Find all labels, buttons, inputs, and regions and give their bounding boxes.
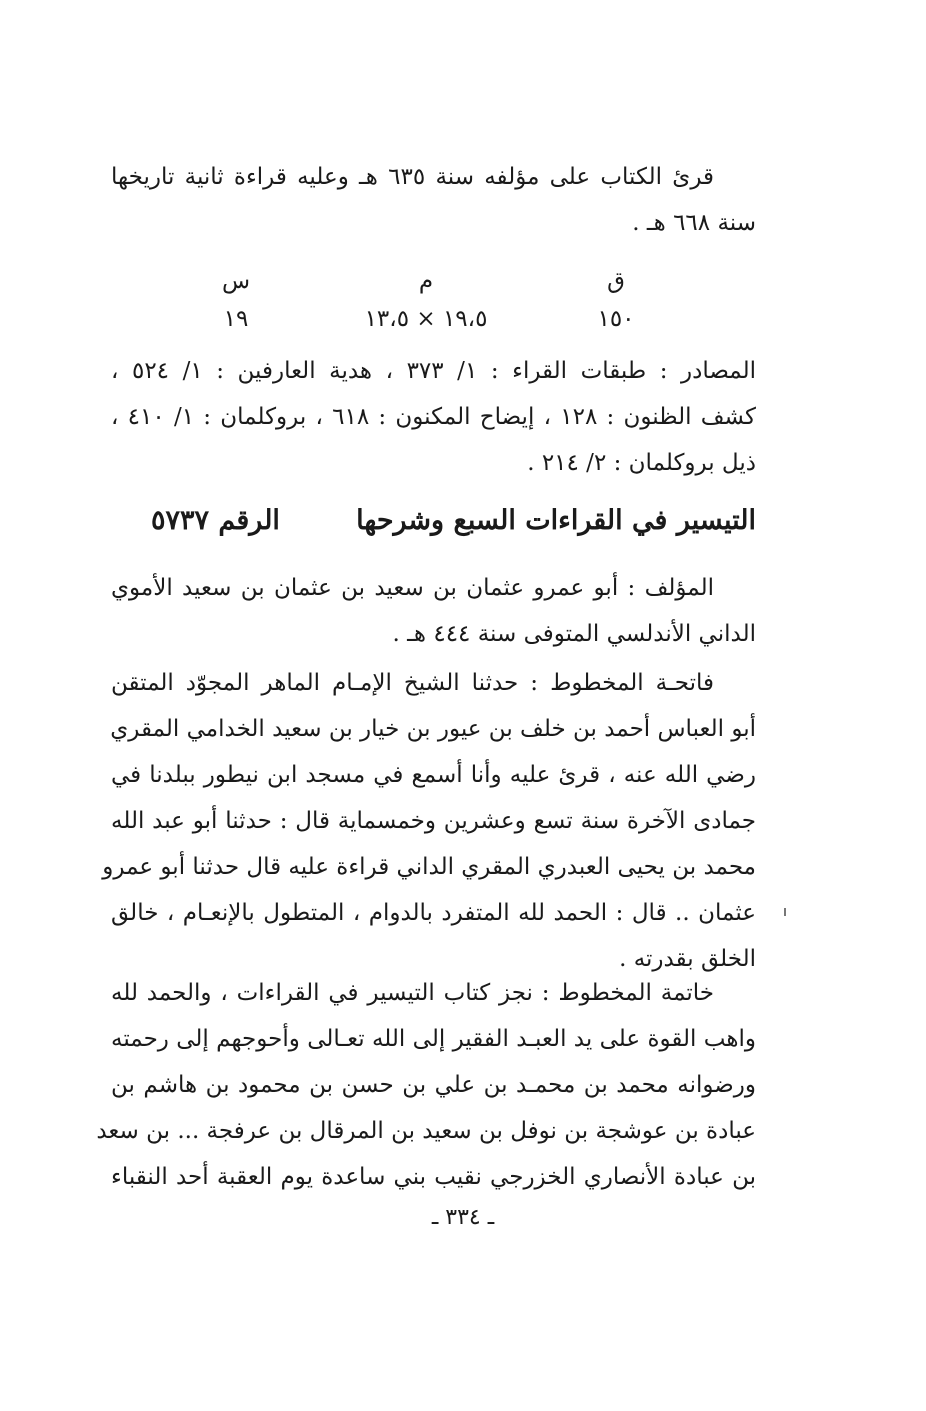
- sources-line: ذيل بروكلمان : ٢/ ٢١٤ .: [527, 450, 756, 476]
- author-paragraph: [111, 565, 756, 657]
- opening-line: أبو العباس أحمد بن خلف بن عيور بن خيار بن سعيد الخدامي المقري: [110, 716, 756, 742]
- entry-number: الرقم ٥٧٣٧: [151, 505, 280, 536]
- measurement-value-s: ١٩: [223, 306, 249, 332]
- closing-line: خاتمة المخطوط : نجز كتاب التيسير في القراءات ، والحمد لله: [111, 980, 714, 1006]
- intro-paragraph: [111, 154, 756, 246]
- opening-line: رضي الله عنه ، قرئ عليه وأنا أسمع في مسجد ابن نيطور ببلدنا في: [111, 762, 756, 788]
- opening-line: فاتحـة المخطوط : حدثنا الشيخ الإمـام الماهر المجوّد المتقن: [111, 670, 714, 696]
- opening-line: محمد بن يحيى العبدري المقري الداني قراءة عليه قال حدثنا أبو عمرو: [102, 854, 756, 880]
- entry-title: التيسير في القراءات السبع وشرحها: [356, 505, 756, 536]
- measurement-header-s: س: [221, 268, 251, 294]
- measurement-value-m: ١٩،٥ × ١٣،٥: [364, 306, 488, 332]
- closing-line: بن عبادة الأنصاري الخزرجي نقيب بني ساعدة يوم العقبة أحد النقباء: [111, 1164, 756, 1190]
- closing-paragraph: [96, 970, 756, 1200]
- closing-line: ورضوانه محمد بن محمـد بن علي بن حسن بن محمود بن هاشم بن: [111, 1072, 756, 1098]
- opening-line: جمادى الآخرة سنة تسع وعشرين وخمسماية قال : حدثنا أبو عبد الله: [111, 808, 756, 834]
- measurement-value-q: ١٥٠: [597, 306, 635, 332]
- opening-line: الخلق بقدرته .: [619, 946, 756, 972]
- measurement-header-q: ق: [607, 268, 625, 294]
- intro-line: قرئ الكتاب على مؤلفه سنة ٦٣٥ هـ وعليه قراءة ثانية تاريخها: [111, 164, 714, 190]
- sources-line: المصادر : طبقات القراء : ١/ ٣٧٣ ، هدية العارفين : ١/ ٥٢٤ ،: [111, 358, 756, 384]
- entry-heading: [111, 496, 756, 546]
- measurements-value-row: [196, 300, 656, 338]
- measurement-header-m: م: [418, 268, 434, 294]
- measurements-header-row: [196, 262, 656, 300]
- sources-line: كشف الظنون : ١٢٨ ، إيضاح المكنون : ٦١٨ ، بروكلمان : ١/ ٤١٠ ،: [111, 404, 756, 430]
- opening-line: عثمان .. قال : الحمد لله المتفرد بالدوام ، المتطول بالإنعـام ، خالق: [111, 900, 756, 926]
- closing-line: عبادة بن عوشجة بن نوفل بن سعيد بن المرقال بن عرفجة ... بن سعد: [96, 1118, 756, 1144]
- intro-line: سنة ٦٦٨ هـ .: [632, 210, 756, 236]
- sources-paragraph: [111, 348, 756, 486]
- measurements-table: [196, 262, 656, 338]
- page-number: ـ ٣٣٤ ـ: [431, 1205, 495, 1230]
- author-line: الداني الأندلسي المتوفى سنة ٤٤٤ هـ .: [392, 621, 756, 647]
- opening-paragraph: [102, 660, 756, 982]
- scan-speck: [784, 908, 786, 916]
- closing-line: واهب القوة على يد العبـد الفقير إلى الله تعـالى وأحوجهم إلى رحمته: [111, 1026, 756, 1052]
- author-line: المؤلف : أبو عمرو عثمان بن سعيد بن عثمان بن سعيد الأموي: [111, 575, 714, 601]
